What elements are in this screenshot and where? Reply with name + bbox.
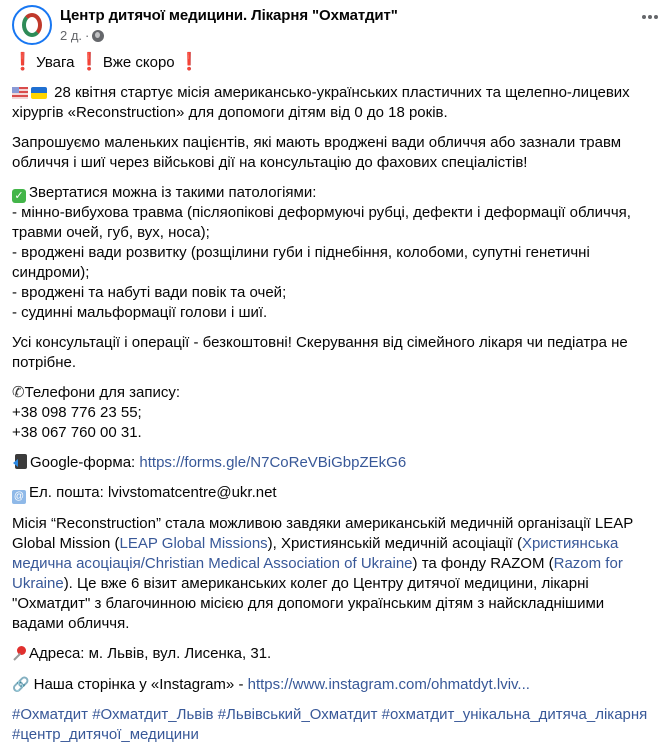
page-avatar[interactable] xyxy=(12,5,52,45)
pathology-line: - мінно-вибухова травма (післяопікові деформуючі рубці, дефекти і деформації обличчя, xyxy=(12,204,631,221)
hashtag-link[interactable]: #центр_дитячої_медицини xyxy=(12,726,199,743)
mission-line: Місія “Reconstruction” стала можливою завдяки американській медичній організації LEAP xyxy=(12,515,634,532)
phone-number: +38 067 760 00 31. xyxy=(12,424,142,441)
link-icon: 🔗 xyxy=(12,676,30,692)
hashtag-link[interactable]: #Охматдит_Львів xyxy=(92,706,214,723)
hashtag-link[interactable]: #охматдит_унікальна_дитяча_лікарня xyxy=(381,706,648,723)
mission-text: ) та фонду RAZOM ( xyxy=(412,555,554,572)
exclamation-icon: ❗ xyxy=(12,52,34,71)
leap-link[interactable]: LEAP Global Missions xyxy=(119,535,268,552)
mobile-arrow-icon xyxy=(15,454,27,469)
invite-paragraph xyxy=(12,133,652,173)
google-form-label: Google-форма: xyxy=(30,454,140,471)
ohmatdyt-logo-icon xyxy=(22,13,42,37)
mission-text: Global Mission ( xyxy=(12,535,120,552)
free-line: Усі консультації і операції - безкоштовні! Скерування від сімейного лікаря чи педіатра не xyxy=(12,334,628,351)
post-meta xyxy=(60,28,104,43)
intro-line: хірургів «Reconstruction» для допомоги дітям від 0 до 18 років. xyxy=(12,104,448,121)
ukraine-flag-icon xyxy=(31,87,47,99)
headline-part2: Вже скоро xyxy=(102,54,175,71)
pathology-line: травми очей, губ, вух, носа); xyxy=(12,224,210,241)
pathology-line: - вроджені та набуті вади повік та очей; xyxy=(12,284,287,301)
pushpin-icon xyxy=(12,646,26,660)
globe-icon[interactable] xyxy=(92,30,104,42)
intro-line: 28 квітня стартує місія американсько-українських пластичних та щелепно-лицевих xyxy=(50,84,630,101)
mission-line: вадами обличчя. xyxy=(12,615,130,632)
email-label: Ел. пошта: lvivstomatcentre@ukr.net xyxy=(29,484,277,501)
address-paragraph xyxy=(12,644,652,664)
pathology-line: - вроджені вади розвитку (розщілини губи і піднебіння, колобоми, супутні генетичні xyxy=(12,244,590,261)
dot-icon xyxy=(654,15,658,19)
instagram-label: Наша сторінка у «Instagram» - xyxy=(29,676,248,693)
headline xyxy=(12,52,652,73)
google-form-paragraph xyxy=(12,453,652,473)
hashtags xyxy=(12,705,652,745)
pathologies-paragraph xyxy=(12,183,652,323)
mission-text: ). Це вже 6 візит американських колег до Центру дитячої медицини, лікарні xyxy=(63,575,589,592)
more-options-button[interactable] xyxy=(642,15,658,19)
mission-paragraph xyxy=(12,514,652,634)
email-at-icon: @ xyxy=(13,491,25,502)
instagram-link[interactable]: https://www.instagram.com/ohmatdyt.lviv... xyxy=(247,676,530,693)
check-icon: ✓ xyxy=(12,189,26,203)
hashtag-link[interactable]: #Охматдит xyxy=(12,706,89,723)
mission-text: ), Християнській медичній асоціації ( xyxy=(267,535,522,552)
mission-line: "Охматдит" з благочинною місією для допомоги українським дітям з найскладнішими xyxy=(12,595,605,612)
headline-part1: Увага xyxy=(36,54,75,71)
post-time[interactable]: 2 д. xyxy=(60,28,83,43)
pathologies-title: Звертатися можна із такими патологіями: xyxy=(29,184,317,201)
exclamation-icon: ❗ xyxy=(178,52,200,71)
meta-separator: · xyxy=(85,28,90,43)
address-label: Адреса: м. Львів, вул. Лисенка, 31. xyxy=(29,645,272,662)
dot-icon xyxy=(642,15,646,19)
instagram-paragraph xyxy=(12,674,652,695)
razom-link[interactable]: Razom for xyxy=(553,555,623,572)
phones-title: Телефони для запису: xyxy=(24,384,181,401)
pathology-line: - судинні мальформації голови і шиї. xyxy=(12,304,268,321)
invite-line: Запрошуємо маленьких пацієнтів, які мають вроджені вади обличчя або зазнали травм xyxy=(12,134,622,151)
free-line: потрібне. xyxy=(12,354,77,371)
post-body xyxy=(12,52,652,755)
page-name-link[interactable]: Центр дитячої медицини. Лікарня "Охматдит" xyxy=(60,7,398,24)
phones-paragraph xyxy=(12,383,652,443)
exclamation-icon: ❗ xyxy=(78,52,100,71)
us-flag-icon xyxy=(12,87,28,99)
post-header xyxy=(12,5,662,47)
email-paragraph xyxy=(12,483,652,504)
hashtag-link[interactable]: #Львівський_Охматдит xyxy=(217,706,378,723)
invite-line: обличчя і шиї через військові дії на консультацію до фахових спеціалістів! xyxy=(12,154,528,171)
pathology-line: синдроми); xyxy=(12,264,90,281)
phone-number: +38 098 776 23 55; xyxy=(12,404,142,421)
dot-icon xyxy=(648,15,652,19)
cmau-link[interactable]: Християнська xyxy=(521,535,619,552)
razom-link[interactable]: Ukraine xyxy=(12,575,64,592)
free-paragraph xyxy=(12,333,652,373)
google-form-link[interactable]: https://forms.gle/N7CoReVBiGbpZEkG6 xyxy=(139,454,407,471)
cmau-link[interactable]: медична асоціація/Christian Medical Association of Ukraine xyxy=(12,555,413,572)
phone-icon: ✆ xyxy=(12,384,25,401)
intro-paragraph xyxy=(12,83,652,123)
